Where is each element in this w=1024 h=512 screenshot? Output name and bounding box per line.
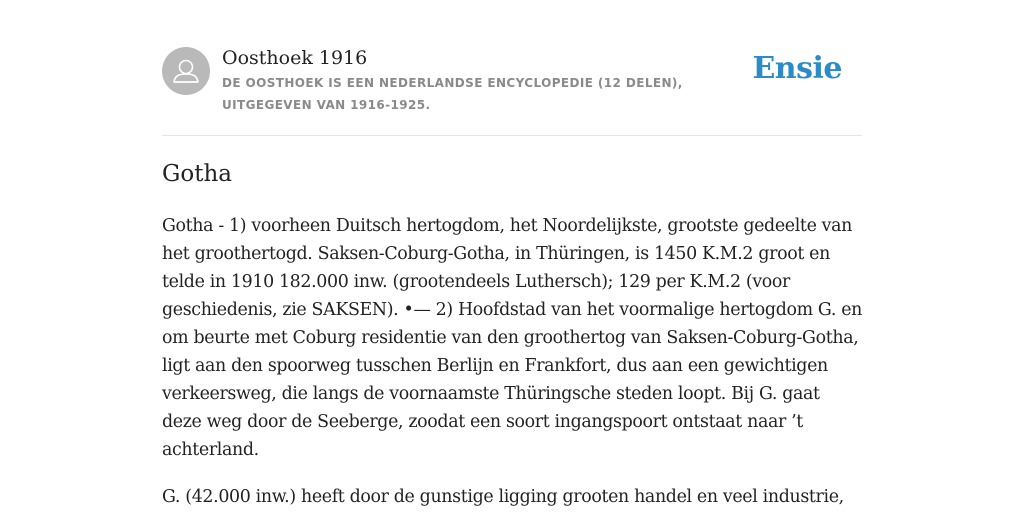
article-body <box>162 212 864 512</box>
article-paragraph: G. (42.000 inw.) heeft door de gunstige ligging grooten handel en veel industrie, <box>162 487 844 507</box>
brand-logo[interactable]: Ensie <box>752 51 842 86</box>
article-title: Gotha <box>162 161 232 187</box>
article-paragraph: Gotha - 1) voorheen Duitsch hertogdom, het Noordelijkste, grootste gedeelte van het groothertogd. Saksen-Coburg-Gotha, in Thüringen, is 1450 K.M.2 groot en telde in 1910 182.000 inw. (grootendeels Luthersch); 129 per K.M.2 (voor geschiedenis, zie SAKSEN). •— 2) Hoofdstad van het voormalige hertogdom G. en om beurte met Coburg residentie van den groothertog van Saksen-Coburg-Gotha, ligt aan den spoorweg tusschen Berlijn en Frankfort, dus aan een gewichtigen verkeersweg, die langs de voornaamste Thüringsche steden loopt. Bij G. gaat deze weg door de Seeberge, zoodat een soort ingangspoort ontstaat naar ’t achterland. <box>162 216 862 460</box>
source-title-link[interactable]: Oosthoek 1916 <box>222 47 368 69</box>
source-header <box>162 45 862 135</box>
user-avatar-icon[interactable] <box>162 47 210 95</box>
source-description: DE OOSTHOEK IS EEN NEDERLANDSE ENCYCLOPEDIE (12 DELEN), UITGEGEVEN VAN 1916-1925. <box>222 76 683 112</box>
header-divider <box>162 135 862 136</box>
